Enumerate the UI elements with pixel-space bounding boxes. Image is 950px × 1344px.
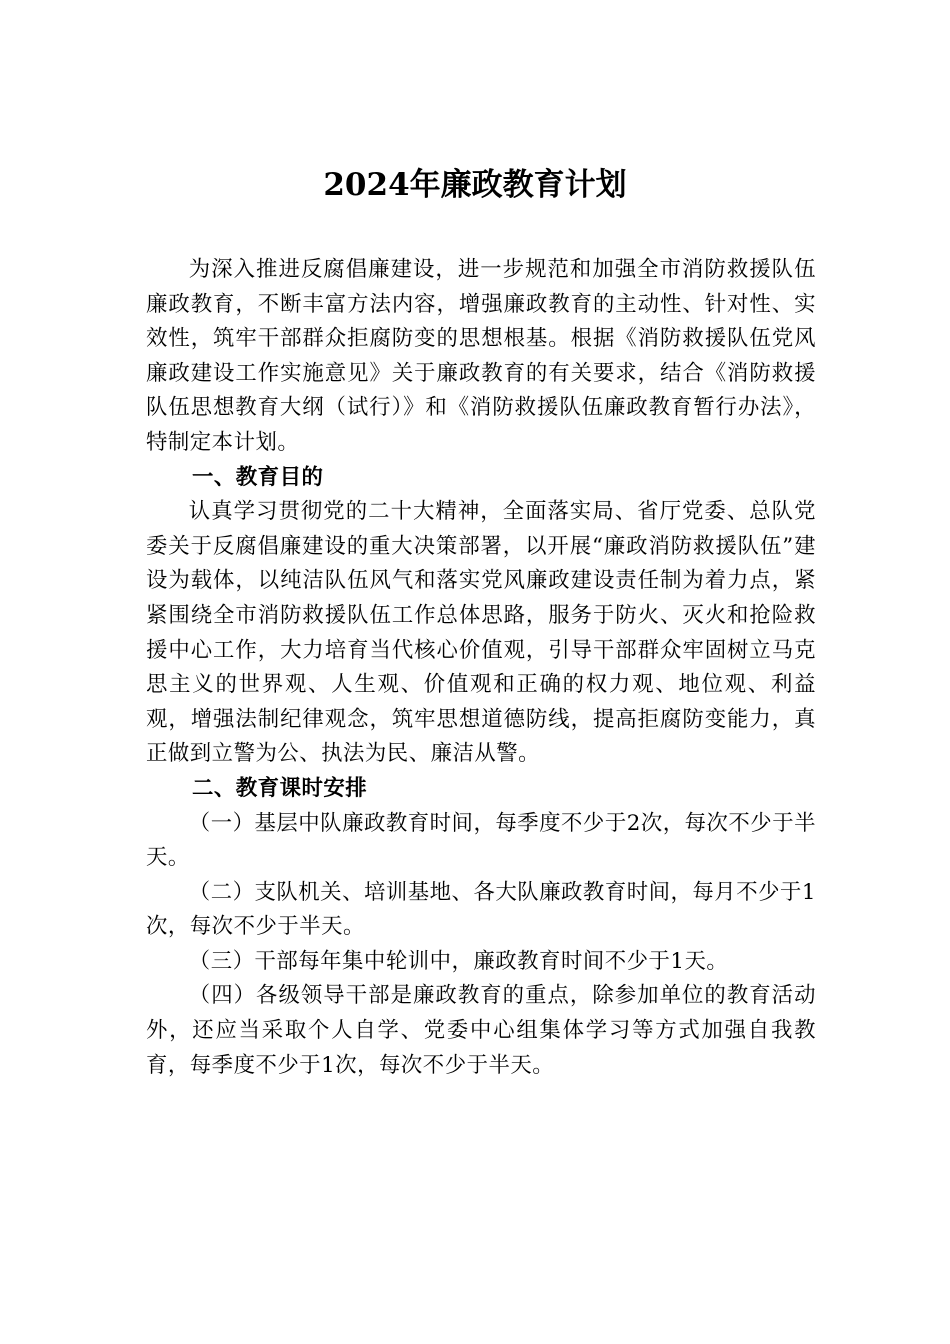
schedule-item: （一）基层中队廉政教育时间，每季度不少于2次，每次不少于半天。 bbox=[146, 810, 816, 871]
section-heading-schedule: 二、教育课时安排 bbox=[192, 775, 368, 801]
schedule-item: （二）支队机关、培训基地、各大队廉政教育时间，每月不少于1次，每次不少于半天。 bbox=[146, 879, 816, 940]
section-heading-purpose: 一、教育目的 bbox=[192, 464, 324, 490]
document-body bbox=[146, 253, 816, 1083]
purpose-paragraph: 认真学习贯彻党的二十大精神，全面落实局、省厅党委、总队党委关于反腐倡廉建设的重大决策部署，以开展“廉政消防救援队伍”建设为载体，以纯洁队伍风气和落实党风廉政建设责任制为着力点，紧紧围绕全市消防救援队伍工作总体思路，服务于防火、灭火和抢险救援中心工作，大力培育当代核心价值观，引导干部群众牢固树立马克思主义的世界观、人生观、价值观和正确的权力观、地位观、利益观，增强法制纪律观念，筑牢思想道德防线，提高拒腐防变能力，真正做到立警为公、执法为民、廉洁从警。 bbox=[146, 499, 816, 767]
schedule-item: （四）各级领导干部是廉政教育的重点，除参加单位的教育活动外，还应当采取个人自学、党委中心组集体学习等方式加强自我教育，每季度不少于1次，每次不少于半天。 bbox=[146, 983, 816, 1078]
intro-paragraph: 为深入推进反腐倡廉建设，进一步规范和加强全市消防救援队伍廉政教育，不断丰富方法内容，增强廉政教育的主动性、针对性、实效性，筑牢干部群众拒腐防变的思想根基。根据《消防救援队伍党风廉政建设工作实施意见》关于廉政教育的有关要求，结合《消防救援队伍思想教育大纲（试行）》和《消防救援队伍廉政教育暂行办法》，特制定本计划。 bbox=[146, 257, 816, 455]
schedule-item: （三）干部每年集中轮训中，廉政教育时间不少于1天。 bbox=[188, 948, 729, 974]
document-title: 2024年廉政教育计划 bbox=[323, 167, 627, 203]
